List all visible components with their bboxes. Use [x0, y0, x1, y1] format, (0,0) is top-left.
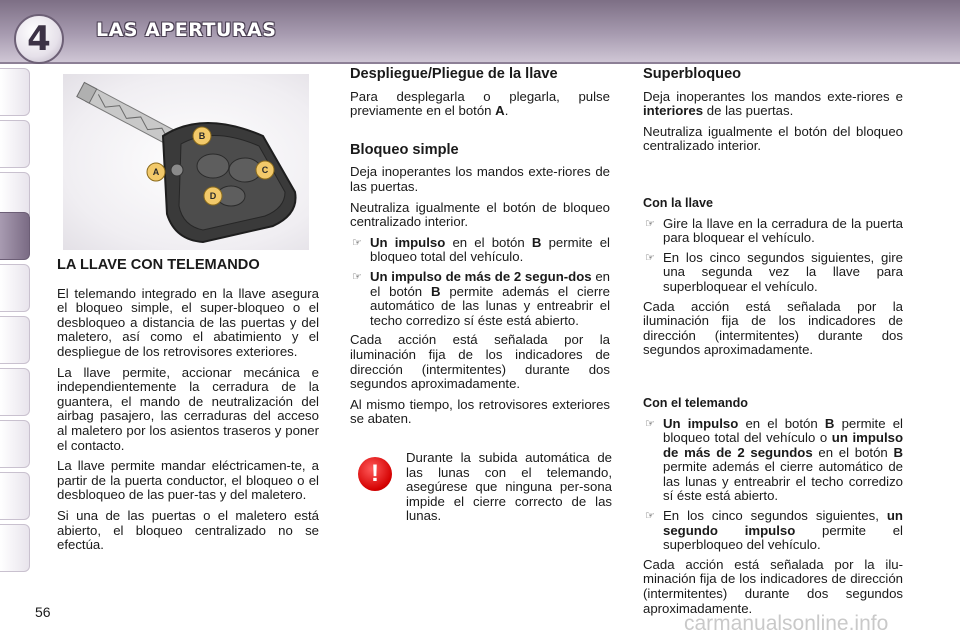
page-number: 56 [35, 604, 51, 620]
with-remote-heading: Con el telemando [643, 395, 748, 410]
side-tab-5[interactable] [0, 264, 30, 312]
warning-exclamation-icon: ! [358, 457, 392, 491]
left-paragraph-4: Si una de las puertas o el maletero está abierto, el bloqueo centralizado no se efectúa. [57, 507, 319, 553]
with-remote-bullet-2: ☞ En los cinco segundos siguientes, un segundo impulso permite el superbloqueo del vehículo. [645, 508, 903, 553]
with-key-paragraph: Cada acción está señalada por la iluminación fija de los indicadores de dirección (intermitentes) durante dos segundos aproximadamente. [643, 298, 903, 358]
superlock-intro: Deja inoperantes los mandos exte-riores e interiores de las puertas. [643, 88, 903, 119]
pointing-hand-icon: ☞ [645, 251, 655, 264]
side-tab-6[interactable] [0, 316, 30, 364]
side-tab-strip [0, 64, 34, 584]
pointing-hand-icon: ☞ [352, 236, 362, 249]
with-remote-bullet-1: ☞ Un impulso en el botón B permite el bloqueo total del vehículo o un impulso de más de 2 segundos en el botón B permite además el cierre automático de las lunas y entreabrir el techo corredizo sí éste está abierto. [645, 415, 903, 504]
unfold-text: Para desplegarla o plegarla, pulse previamente en el botón A. [350, 88, 610, 119]
side-tab-1[interactable] [0, 68, 30, 116]
key-remote-photo [63, 74, 309, 250]
chapter-title: LAS APERTURAS [96, 19, 277, 41]
side-tab-7[interactable] [0, 368, 30, 416]
warning-box [352, 447, 612, 533]
side-tab-9[interactable] [0, 472, 30, 520]
left-heading: LA LLAVE CON TELEMANDO [57, 257, 260, 273]
simple-lock-p1: Deja inoperantes los mandos exte-riores de las puertas. [350, 164, 610, 194]
left-column [57, 258, 319, 559]
simple-lock-bullet-2: ☞ Un impulso de más de 2 segun-dos en el botón B permite además el cierre automático de las lunas y entreabrir el techo corredizo sí éste está abierto. [352, 268, 610, 328]
label-b: B [198, 131, 206, 141]
label-d: D [209, 191, 217, 201]
left-paragraph-1: El telemando integrado en la llave asegura el bloqueo simple, el super-bloqueo o el desbloqueo a distancia de las puertas y del maletero, así como el abatimiento y el despliegue de los retrovisores exteriores. [57, 285, 319, 359]
superlock-heading: Superbloqueo [643, 66, 742, 82]
header-line [0, 62, 960, 64]
with-key-bullet-1: ☞ Gire la llave en la cerradura de la puerta para bloquear el vehículo. [645, 215, 903, 246]
left-paragraph-3: La llave permite mandar eléctricamen-te, a partir de la puerta conductor, el bloqueo o el desbloqueo de las puer-tas y del maletero. [57, 458, 319, 503]
lock-button-shape [197, 154, 229, 178]
side-tab-8[interactable] [0, 420, 30, 468]
superlock-p2: Neutraliza igualmente el botón del bloqueo centralizado interior. [643, 123, 903, 154]
pointing-hand-icon: ☞ [645, 510, 655, 523]
pointing-hand-icon: ☞ [645, 417, 655, 430]
fold-button-shape [171, 164, 183, 176]
with-key-heading: Con la llave [643, 195, 713, 210]
side-tab-4-active[interactable] [0, 212, 30, 260]
warning-text: Durante la subida automática de las lunas con el telemando, asegúrese que ninguna per-sona impide el cierre correcto de las lunas. [406, 450, 612, 524]
simple-lock-bullet-1: ☞ Un impulso en el botón B permite el bloqueo total del vehículo. [352, 234, 610, 265]
simple-lock-p4: Al mismo tiempo, los retrovisores exteriores se abaten. [350, 396, 610, 427]
pointing-hand-icon: ☞ [352, 270, 362, 283]
right-column [643, 67, 903, 622]
with-key-bullet-2: ☞ En los cinco segundos siguientes, gire una segunda vez la llave para superbloquear el vehículo. [645, 249, 903, 294]
left-paragraph-2: La llave permite, accionar mecánica e independientemente la cerradura de la guantera, el mando de neutralización del airbag pasajero, las cerraduras del acceso al maletero por los asientos traseros y poner el contacto. [57, 364, 319, 453]
simple-lock-p2: Neutraliza igualmente el botón de bloqueo centralizado interior. [350, 199, 610, 230]
with-remote-paragraph: Cada acción está señalada por la ilu-minación fija de los indicadores de dirección (intermitentes) durante dos segundos aproximadamente. [643, 556, 903, 616]
unfold-heading: Despliegue/Pliegue de la llave [350, 66, 558, 82]
middle-column [350, 67, 610, 433]
side-tab-2[interactable] [0, 120, 30, 168]
side-tab-10[interactable] [0, 524, 30, 572]
label-a: A [152, 167, 160, 177]
chapter-number-badge: 4 [14, 14, 64, 64]
pointing-hand-icon: ☞ [645, 217, 655, 230]
simple-lock-p3: Cada acción está señalada por la iluminación fija de los indicadores de dirección (intermitentes) durante dos segundos aproximadamente. [350, 332, 610, 392]
simple-lock-heading: Bloqueo simple [350, 141, 459, 158]
watermark: carmanualsonline.info [684, 612, 889, 635]
label-c: C [261, 165, 269, 175]
